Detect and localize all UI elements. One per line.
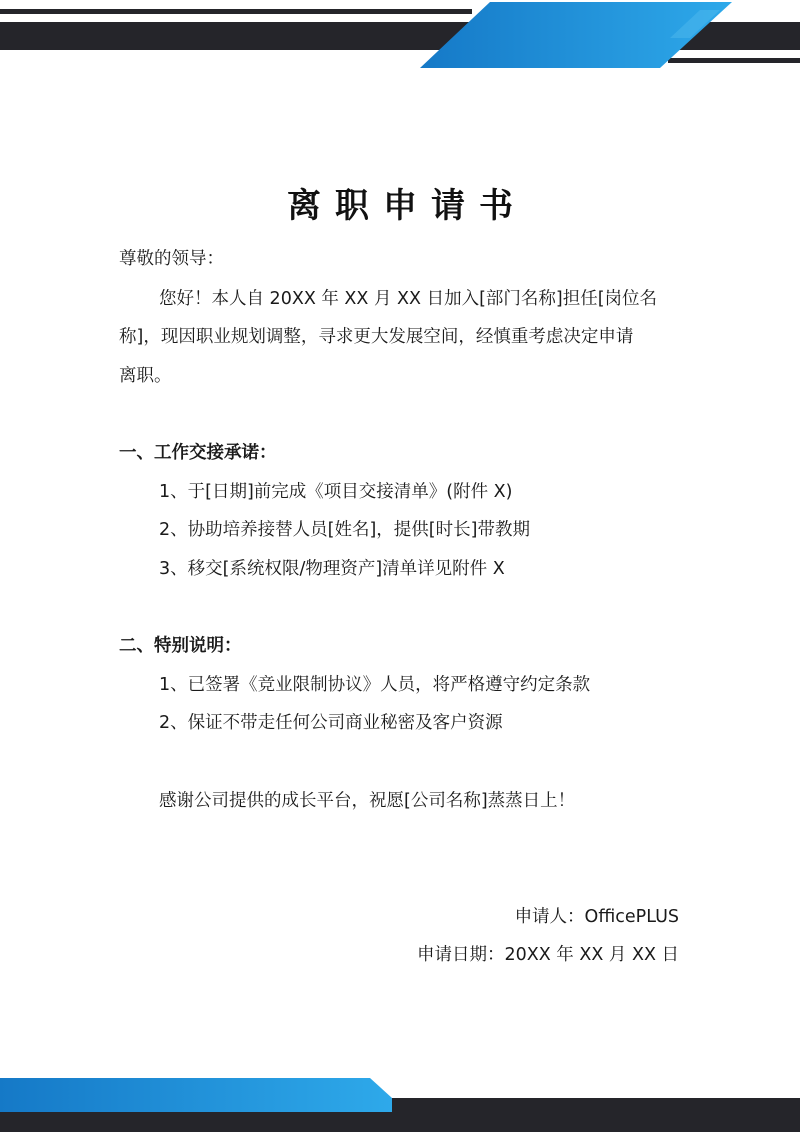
section1-heading: 一、工作交接承诺： (119, 443, 277, 463)
footer-decoration (0, 1070, 800, 1132)
section2-item: 1、已签署《竞业限制协议》人员，将严格遵守约定条款 (159, 675, 591, 695)
intro-line-3: 离职。 (119, 366, 172, 386)
section1-item: 1、于[日期]前完成《项目交接清单》(附件 X) (159, 482, 513, 502)
application-date: 申请日期：20XX 年 XX 月 XX 日 (416, 945, 679, 965)
header-thin-line-right (668, 58, 800, 63)
intro-line-1: 您好！本人自 20XX 年 XX 月 XX 日加入[部门名称]担任[岗位名 (159, 289, 658, 309)
intro-line-2: 称]，现因职业规划调整，寻求更大发展空间，经慎重考虑决定申请 (119, 327, 634, 347)
section1-item: 3、移交[系统权限/物理资产]清单详见附件 X (159, 559, 505, 579)
section2-heading: 二、特别说明： (119, 636, 242, 656)
header-thin-line-left (0, 9, 472, 14)
closing-remark: 感谢公司提供的成长平台，祝愿[公司名称]蒸蒸日上！ (159, 791, 576, 811)
header-decoration (0, 0, 800, 72)
section2-item: 2、保证不带走任何公司商业秘密及客户资源 (159, 713, 503, 733)
section1-item: 2、协助培养接替人员[姓名]，提供[时长]带教期 (159, 520, 530, 540)
salutation: 尊敬的领导： (119, 249, 224, 269)
document-title: 离职申请书 (287, 186, 527, 226)
footer-blue-shape (0, 1078, 392, 1112)
applicant-signature: 申请人：OfficePLUS (514, 907, 679, 927)
